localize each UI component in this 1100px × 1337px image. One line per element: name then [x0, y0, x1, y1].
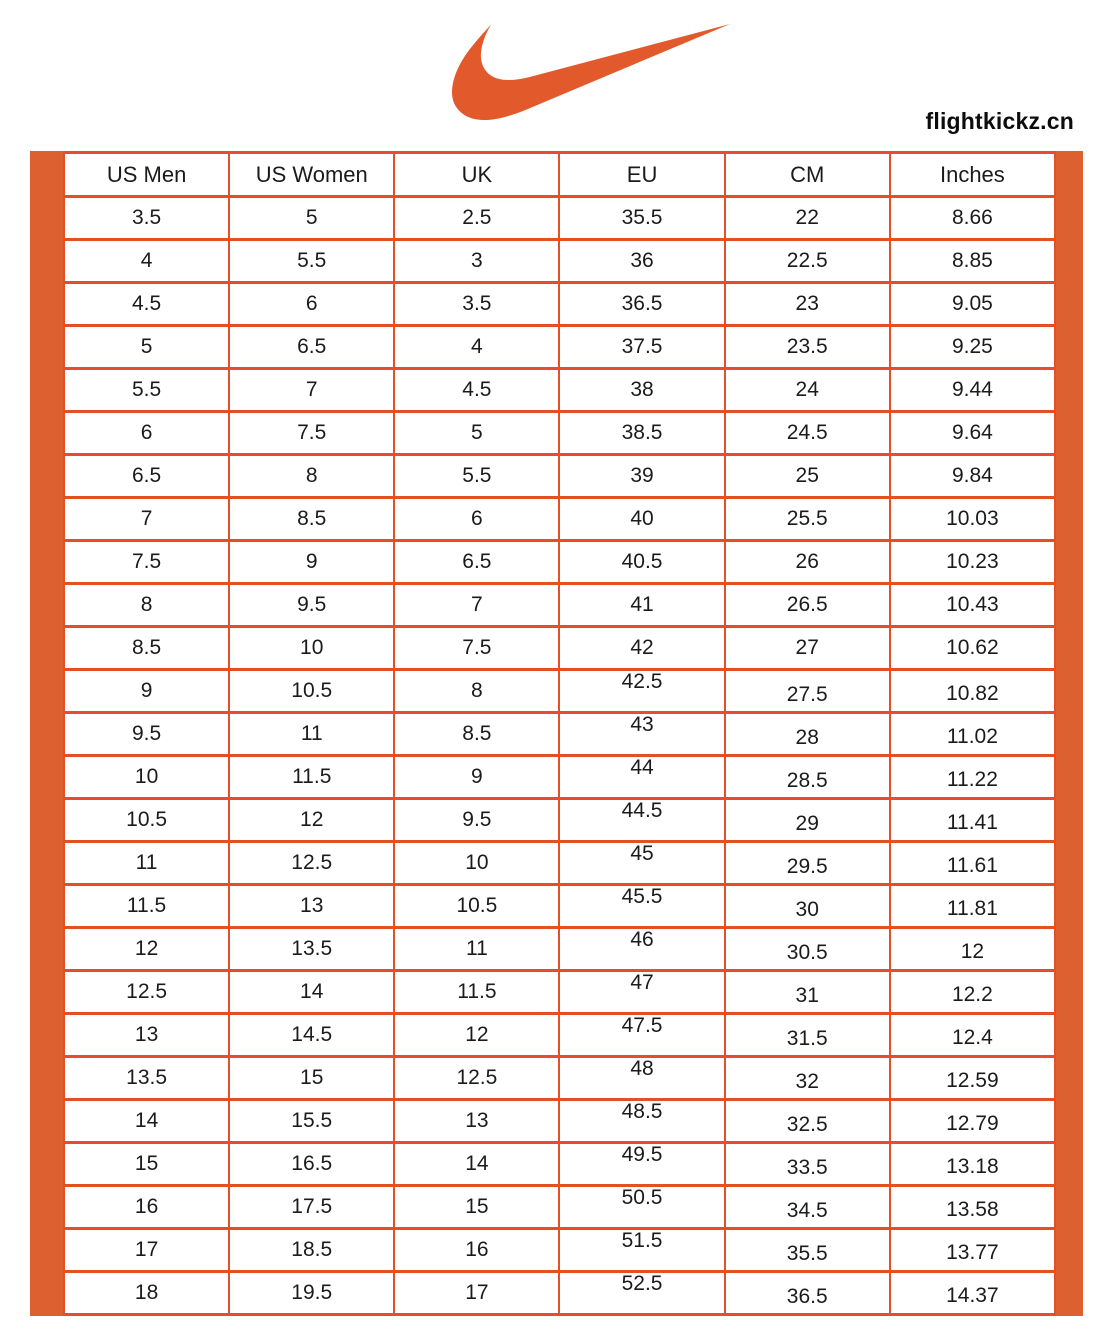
- table-cell: 29.5: [725, 842, 890, 885]
- table-cell: 4: [64, 240, 229, 283]
- table-cell: 12.4: [890, 1014, 1055, 1057]
- table-cell: 10.5: [229, 670, 394, 713]
- table-cell: 9.84: [890, 455, 1055, 498]
- table-cell: 40.5: [559, 541, 724, 584]
- table-cell: 48.5: [559, 1100, 724, 1143]
- table-cell: 8.5: [394, 713, 559, 756]
- table-header: [64, 153, 1055, 197]
- table-cell: 7: [229, 369, 394, 412]
- table-cell: 5: [394, 412, 559, 455]
- size-chart: [30, 151, 1083, 1316]
- table-cell: 16.5: [229, 1143, 394, 1186]
- table-cell: 46: [559, 928, 724, 971]
- table-cell: 15.5: [229, 1100, 394, 1143]
- table-cell: 40: [559, 498, 724, 541]
- table-cell: 36.5: [559, 283, 724, 326]
- table-cell: 13: [229, 885, 394, 928]
- table-row: [64, 326, 1055, 369]
- table-cell: 12.5: [229, 842, 394, 885]
- table-cell: 13.58: [890, 1186, 1055, 1229]
- table-cell: 11.41: [890, 799, 1055, 842]
- table-cell: 7.5: [229, 412, 394, 455]
- table-row: [64, 1229, 1055, 1272]
- table-cell: 10: [64, 756, 229, 799]
- table-cell: 6: [229, 283, 394, 326]
- table-cell: 31.5: [725, 1014, 890, 1057]
- table-cell: 12: [394, 1014, 559, 1057]
- table-cell: 11.81: [890, 885, 1055, 928]
- table-cell: 9.25: [890, 326, 1055, 369]
- table-row: [64, 971, 1055, 1014]
- table-row: [64, 1186, 1055, 1229]
- table-cell: 45: [559, 842, 724, 885]
- table-row: [64, 928, 1055, 971]
- table-cell: 10.82: [890, 670, 1055, 713]
- table-cell: 13.77: [890, 1229, 1055, 1272]
- table-cell: 8: [229, 455, 394, 498]
- table-cell: 10.03: [890, 498, 1055, 541]
- table-cell: 26.5: [725, 584, 890, 627]
- table-cell: 10.5: [394, 885, 559, 928]
- table-row: [64, 412, 1055, 455]
- table-row: [64, 240, 1055, 283]
- table-cell: 14: [394, 1143, 559, 1186]
- table-cell: 11: [394, 928, 559, 971]
- table-cell: 15: [229, 1057, 394, 1100]
- table-cell: 12: [229, 799, 394, 842]
- table-row: [64, 670, 1055, 713]
- table-cell: 10.43: [890, 584, 1055, 627]
- table-cell: 28: [725, 713, 890, 756]
- table-cell: 5: [64, 326, 229, 369]
- table-row: [64, 713, 1055, 756]
- table-cell: 50.5: [559, 1186, 724, 1229]
- table-cell: 24: [725, 369, 890, 412]
- swoosh-path: [452, 24, 730, 120]
- table-row: [64, 283, 1055, 326]
- table-cell: 38: [559, 369, 724, 412]
- table-cell: 9.64: [890, 412, 1055, 455]
- table-cell: 12.5: [64, 971, 229, 1014]
- table-cell: 4: [394, 326, 559, 369]
- table-cell: 9: [394, 756, 559, 799]
- table-row: [64, 1272, 1055, 1315]
- table-cell: 48: [559, 1057, 724, 1100]
- table-cell: 49.5: [559, 1143, 724, 1186]
- table-cell: 11.5: [64, 885, 229, 928]
- table-cell: 38.5: [559, 412, 724, 455]
- table-cell: 13.18: [890, 1143, 1055, 1186]
- table-cell: 7.5: [394, 627, 559, 670]
- table-cell: 37.5: [559, 326, 724, 369]
- table-cell: 11.5: [394, 971, 559, 1014]
- table-cell: 9.05: [890, 283, 1055, 326]
- table-cell: 15: [394, 1186, 559, 1229]
- table-cell: 10.23: [890, 541, 1055, 584]
- table-cell: 17: [394, 1272, 559, 1315]
- table-cell: 6.5: [64, 455, 229, 498]
- table-cell: 13.5: [64, 1057, 229, 1100]
- table-cell: 13.5: [229, 928, 394, 971]
- table-row: [64, 756, 1055, 799]
- table-cell: 22: [725, 197, 890, 240]
- table-cell: 13: [394, 1100, 559, 1143]
- table-cell: 11.02: [890, 713, 1055, 756]
- table-cell: 12: [64, 928, 229, 971]
- table-cell: 5.5: [229, 240, 394, 283]
- column-header-uk: UK: [394, 153, 559, 197]
- table-cell: 34.5: [725, 1186, 890, 1229]
- table-cell: 4.5: [394, 369, 559, 412]
- column-header-us-women: US Women: [229, 153, 394, 197]
- column-header-us-men: US Men: [64, 153, 229, 197]
- table-cell: 18.5: [229, 1229, 394, 1272]
- table-cell: 11: [64, 842, 229, 885]
- table-cell: 6.5: [229, 326, 394, 369]
- column-header-inches: Inches: [890, 153, 1055, 197]
- table-cell: 35.5: [559, 197, 724, 240]
- table-cell: 4.5: [64, 283, 229, 326]
- table-cell: 52.5: [559, 1272, 724, 1315]
- table-cell: 32: [725, 1057, 890, 1100]
- table-cell: 26: [725, 541, 890, 584]
- table-cell: 11.61: [890, 842, 1055, 885]
- column-header-cm: CM: [725, 153, 890, 197]
- left-accent-bar: [30, 151, 63, 1316]
- table-cell: 13: [64, 1014, 229, 1057]
- table-cell: 3.5: [64, 197, 229, 240]
- table-cell: 45.5: [559, 885, 724, 928]
- table-cell: 10: [394, 842, 559, 885]
- table-cell: 5: [229, 197, 394, 240]
- table-row: [64, 541, 1055, 584]
- table-cell: 11.5: [229, 756, 394, 799]
- table-cell: 31: [725, 971, 890, 1014]
- table-cell: 23.5: [725, 326, 890, 369]
- table-cell: 8.5: [229, 498, 394, 541]
- table-cell: 9: [229, 541, 394, 584]
- table-cell: 9.5: [229, 584, 394, 627]
- table-cell: 43: [559, 713, 724, 756]
- table-cell: 6: [64, 412, 229, 455]
- table-cell: 3: [394, 240, 559, 283]
- table-row: [64, 1057, 1055, 1100]
- table-cell: 8: [64, 584, 229, 627]
- table-row: [64, 627, 1055, 670]
- table-cell: 10.62: [890, 627, 1055, 670]
- table-row: [64, 455, 1055, 498]
- table-cell: 12.79: [890, 1100, 1055, 1143]
- table-cell: 10.5: [64, 799, 229, 842]
- table-row: [64, 885, 1055, 928]
- table-cell: 2.5: [394, 197, 559, 240]
- table-cell: 15: [64, 1143, 229, 1186]
- table-cell: 14.37: [890, 1272, 1055, 1315]
- table-cell: 30: [725, 885, 890, 928]
- table-cell: 33.5: [725, 1143, 890, 1186]
- table-cell: 7: [394, 584, 559, 627]
- table-cell: 35.5: [725, 1229, 890, 1272]
- table-row: [64, 369, 1055, 412]
- table-row: [64, 1100, 1055, 1143]
- table-cell: 42.5: [559, 670, 724, 713]
- table-cell: 39: [559, 455, 724, 498]
- table-cell: 29: [725, 799, 890, 842]
- table-cell: 6: [394, 498, 559, 541]
- table-cell: 9.5: [394, 799, 559, 842]
- table-cell: 7.5: [64, 541, 229, 584]
- table-cell: 47.5: [559, 1014, 724, 1057]
- table-cell: 8.66: [890, 197, 1055, 240]
- size-conversion-table: [63, 151, 1056, 1316]
- table-cell: 5.5: [394, 455, 559, 498]
- table-cell: 47: [559, 971, 724, 1014]
- table-row: [64, 1014, 1055, 1057]
- table-cell: 8.5: [64, 627, 229, 670]
- table-cell: 41: [559, 584, 724, 627]
- column-header-eu: EU: [559, 153, 724, 197]
- table-row: [64, 842, 1055, 885]
- size-table-body: [64, 197, 1055, 1315]
- table-cell: 14: [229, 971, 394, 1014]
- table-cell: 11: [229, 713, 394, 756]
- table-cell: 36.5: [725, 1272, 890, 1315]
- table-cell: 19.5: [229, 1272, 394, 1315]
- table-row: [64, 584, 1055, 627]
- table-cell: 44: [559, 756, 724, 799]
- table-cell: 8: [394, 670, 559, 713]
- table-cell: 27.5: [725, 670, 890, 713]
- table-cell: 3.5: [394, 283, 559, 326]
- table-cell: 16: [64, 1186, 229, 1229]
- nike-swoosh-icon: [452, 24, 730, 120]
- table-cell: 30.5: [725, 928, 890, 971]
- table-cell: 16: [394, 1229, 559, 1272]
- table-row: [64, 197, 1055, 240]
- table-cell: 14.5: [229, 1014, 394, 1057]
- table-cell: 12.59: [890, 1057, 1055, 1100]
- watermark-text: flightkickz.cn: [925, 108, 1074, 134]
- table-cell: 23: [725, 283, 890, 326]
- table-cell: 9: [64, 670, 229, 713]
- table-cell: 8.85: [890, 240, 1055, 283]
- table-cell: 17: [64, 1229, 229, 1272]
- table-row: [64, 498, 1055, 541]
- table-cell: 25.5: [725, 498, 890, 541]
- table-cell: 12.2: [890, 971, 1055, 1014]
- table-cell: 32.5: [725, 1100, 890, 1143]
- right-accent-bar: [1056, 151, 1083, 1316]
- table-cell: 28.5: [725, 756, 890, 799]
- table-cell: 9.5: [64, 713, 229, 756]
- table-cell: 36: [559, 240, 724, 283]
- table-cell: 14: [64, 1100, 229, 1143]
- table-cell: 12.5: [394, 1057, 559, 1100]
- table-cell: 6.5: [394, 541, 559, 584]
- table-row: [64, 799, 1055, 842]
- table-cell: 22.5: [725, 240, 890, 283]
- table-cell: 25: [725, 455, 890, 498]
- table-cell: 44.5: [559, 799, 724, 842]
- table-cell: 27: [725, 627, 890, 670]
- table-cell: 51.5: [559, 1229, 724, 1272]
- table-row: [64, 1143, 1055, 1186]
- table-cell: 12: [890, 928, 1055, 971]
- table-cell: 11.22: [890, 756, 1055, 799]
- header-row: [64, 153, 1055, 197]
- table-cell: 24.5: [725, 412, 890, 455]
- table-cell: 5.5: [64, 369, 229, 412]
- table-cell: 17.5: [229, 1186, 394, 1229]
- table-cell: 9.44: [890, 369, 1055, 412]
- table-cell: 18: [64, 1272, 229, 1315]
- table-cell: 10: [229, 627, 394, 670]
- table-cell: 42: [559, 627, 724, 670]
- table-cell: 7: [64, 498, 229, 541]
